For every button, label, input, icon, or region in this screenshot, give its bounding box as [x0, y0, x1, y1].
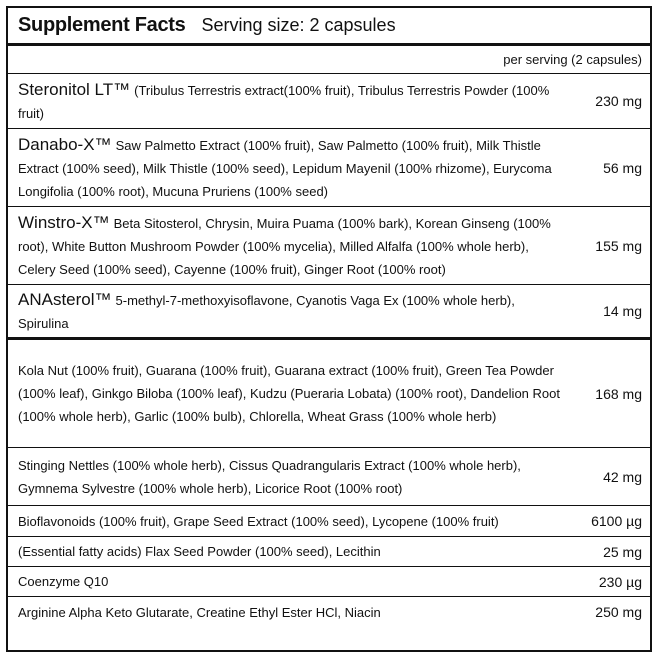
- ingredient-row: [8, 567, 650, 597]
- ingredient-row: [8, 340, 650, 448]
- ingredient-description: Coenzyme Q10: [18, 574, 109, 589]
- ingredient-row: [8, 207, 650, 285]
- ingredient-description: Bioflavonoids (100% fruit), Grape Seed Extract (100% seed), Lycopene (100% fruit): [18, 513, 499, 529]
- panel-title: Supplement Facts: [18, 14, 186, 36]
- supplement-facts-panel: [6, 6, 652, 652]
- ingredient-row: [8, 129, 650, 207]
- ingredient-description: (Essential fatty acids) Flax Seed Powder (100% seed), Lecithin: [18, 544, 381, 559]
- ingredient-row: [8, 506, 650, 537]
- ingredient-row: [8, 448, 650, 506]
- amount: 230 mg: [595, 93, 642, 109]
- per-serving-label: per serving (2 capsules): [8, 46, 650, 74]
- blend-name: Winstro-X™: [18, 212, 110, 232]
- ingredient-row: [8, 285, 650, 340]
- blend-name: Steronitol LT™: [18, 79, 131, 99]
- ingredient-description: Arginine Alpha Keto Glutarate, Creatine Ethyl Ester HCl, Niacin: [18, 604, 381, 620]
- blend-ingredients: 5-methyl-7-methoxyisoflavone, Cyanotis Vaga Ex (100% whole herb), Spirulina: [18, 292, 515, 331]
- amount: 250 mg: [595, 604, 642, 620]
- ingredient-description: [18, 211, 582, 281]
- amount: 56 mg: [603, 159, 642, 176]
- blend-ingredients: (Tribulus Terrestris extract(100% fruit), Tribulus Terrestris Powder (100% fruit): [18, 82, 550, 121]
- ingredient-description: [18, 133, 582, 203]
- amount: 6100 µg: [591, 513, 642, 529]
- amount: 168 mg: [595, 385, 642, 402]
- ingredient-row: [8, 597, 650, 627]
- amount: 25 mg: [603, 543, 642, 560]
- serving-size: Serving size: 2 capsules: [201, 15, 396, 35]
- blend-name: Danabo-X™: [18, 134, 112, 154]
- ingredient-row: [8, 537, 650, 567]
- ingredient-description: Stinging Nettles (100% whole herb), Cissus Quadrangularis Extract (100% whole herb), Gymnema Sylvestre (100% whole herb), Licorice Root (100% root): [18, 457, 521, 496]
- panel-header: [8, 8, 650, 46]
- blend-name: ANAsterol™: [18, 289, 112, 309]
- blend-ingredients: Beta Sitosterol, Chrysin, Muira Puama (100% bark), Korean Ginseng (100% root), White Button Mushroom Powder (100% mycelia), Milled Alfalfa (100% whole herb), Celery Seed (100% seed), Cayenne (100% fruit), Ginger Root (100% root): [18, 215, 551, 277]
- amount: 14 mg: [603, 303, 642, 319]
- ingredient-description: [18, 78, 582, 125]
- amount: 42 mg: [603, 468, 642, 485]
- ingredient-row: [8, 74, 650, 129]
- ingredient-description: [18, 288, 582, 335]
- amount: 230 µg: [598, 573, 642, 590]
- ingredient-description: Kola Nut (100% fruit), Guarana (100% fruit), Guarana extract (100% fruit), Green Tea Powder (100% leaf), Ginkgo Biloba (100% leaf), Kudzu (Pueraria Lobata) (100% root), Dandelion Root (100% whole herb), Garlic (100% bulb), Chlorella, Wheat Grass (100% whole herb): [18, 363, 560, 424]
- amount: 155 mg: [595, 237, 642, 254]
- blend-ingredients: Saw Palmetto Extract (100% fruit), Saw Palmetto (100% fruit), Milk Thistle Extract (100% seed), Milk Thistle (100% seed), Lepidum Mayenil (100% rhizome), Eurycoma Longifolia (100% root), Mucuna Pruriens (100% seed): [18, 137, 552, 199]
